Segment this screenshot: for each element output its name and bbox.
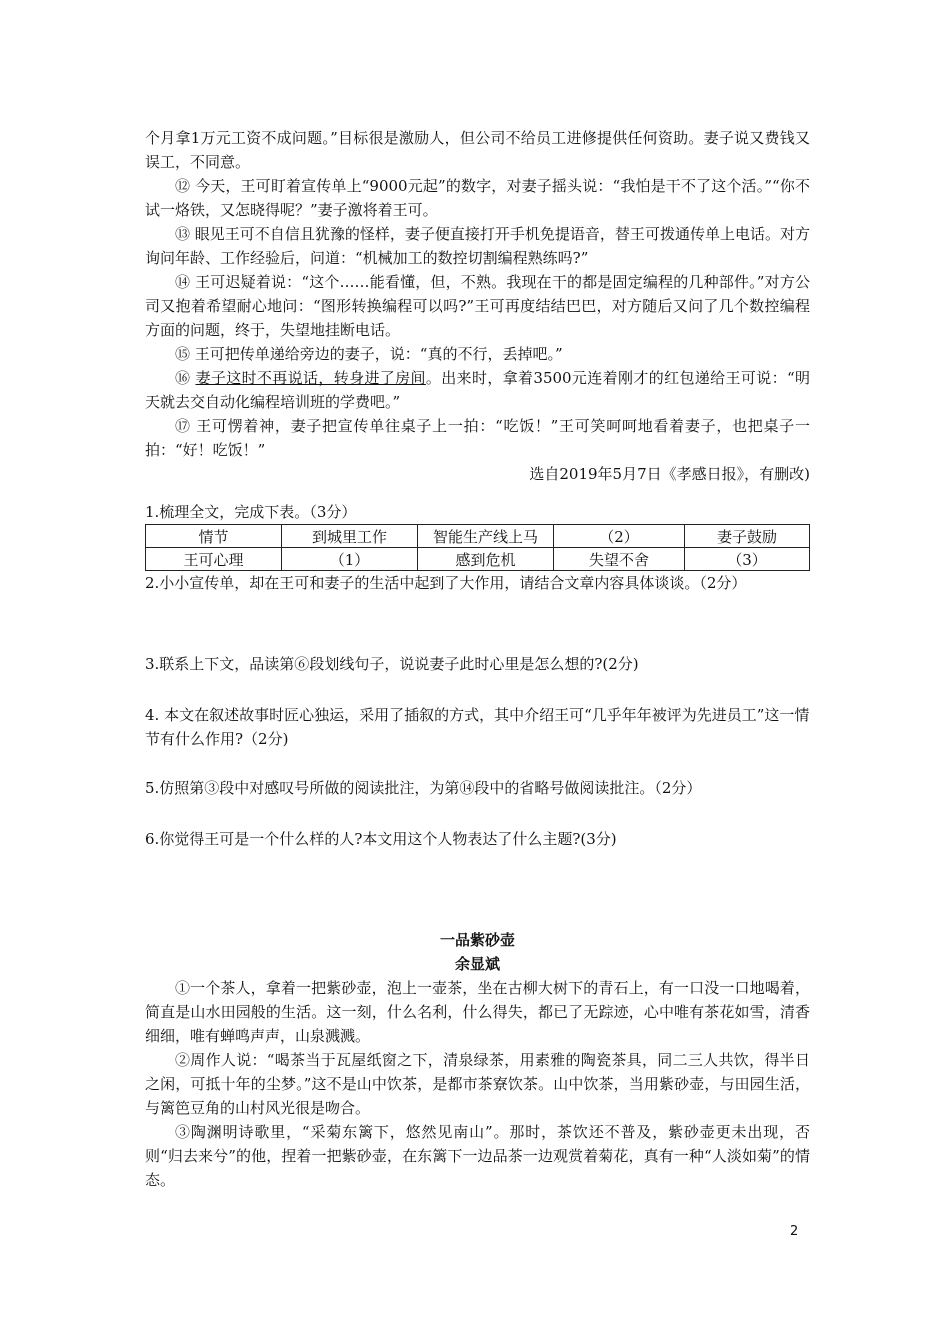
table-cell: 王可心理 [146, 548, 282, 571]
question-2: 2.小小宣传单，却在王可和妻子的生活中起到了大作用，请结合文章内容具体谈谈。（2分） [145, 574, 747, 592]
paragraph-17: ⑰ 王可愣着神，妻子把宣传单往桌子上一拍：“吃饭！”王可笑呵呵地看着妻子，也把桌子一拍：“好！吃饭！” [145, 417, 810, 459]
question-4: 4. 本文在叙述故事时匠心独运，采用了插叙的方式，其中介绍王可“几乎年年被评为先进员工”这一情节有什么作用?（2分) [145, 706, 810, 748]
paragraph-16-rest: 。出来时，拿着3500元连着刚才的红包递给王可说：“明天就去交自动化编程培训班的学费吧。” [145, 369, 810, 411]
table-row [146, 548, 810, 571]
table-row [146, 525, 810, 548]
table-cell: （1） [282, 548, 418, 571]
paragraph-15: ⑮ 王可把传单递给旁边的妻子，说：“真的不行，丢掉吧。” [175, 345, 563, 363]
questions-section [145, 500, 810, 595]
essay-section [145, 928, 810, 1192]
question-1: 1.梳理全文，完成下表。（3分） [145, 503, 357, 521]
table-cell: 感到危机 [418, 548, 554, 571]
essay-paragraph-1: ①一个茶人，拿着一把紫砂壶，泡上一壶茶，坐在古柳大树下的青石上，有一口没一口地喝着，简直是山水田园般的生活。这一刻，什么名利，什么得失，都已了无踪迹，心中唯有茶花如雪，清香细细，唯有蝉鸣声声，山泉溅溅。 [145, 979, 810, 1045]
question-3: 3.联系上下文，品读第⑥段划线句子，说说妻子此时心里是怎么想的?(2分) [145, 655, 639, 673]
table-cell: 到城里工作 [282, 525, 418, 548]
table-cell: （2） [554, 525, 685, 548]
paragraph-12: ⑫ 今天，王可盯着宣传单上“9000元起”的数字，对妻子摇头说：“我怕是干不了这个活。”“你不试一烙铁，又怎晓得呢？”妻子激将着王可。 [145, 177, 810, 219]
essay-paragraph-2: ②周作人说：“喝茶当于瓦屋纸窗之下，清泉绿茶，用素雅的陶瓷茶具，同二三人共饮，得半日之闲，可抵十年的尘梦。”这不是山中饮茶，是都市茶寮饮茶。山中饮茶，当用紫砂壶，与田园生活，与篱笆豆角的山村风光很是吻合。 [145, 1051, 810, 1117]
paragraph-16 [145, 366, 810, 414]
question-6: 6.你觉得王可是一个什么样的人?本文用这个人物表达了什么主题?(3分) [145, 830, 617, 848]
essay-title: 一品紫砂壶 [439, 931, 515, 949]
underlined-sentence: 妻子这时不再说话，转身进了房间 [195, 369, 426, 387]
story-section [145, 126, 810, 486]
table-cell: 失望不舍 [554, 548, 685, 571]
table-cell: （3） [685, 548, 810, 571]
table-cell: 情节 [146, 525, 282, 548]
table-cell: 妻子鼓励 [685, 525, 810, 548]
table-cell: 智能生产线上马 [418, 525, 554, 548]
plot-table [145, 524, 810, 571]
page-number: 2 [790, 1224, 799, 1239]
essay-paragraph-3: ③陶渊明诗歌里，“采菊东篱下，悠然见南山”。那时，茶饮还不普及，紫砂壶更未出现，否则“归去来兮”的他，捏着一把紫砂壶，在东篱下一边品茶一边观赏着菊花，真有一种“人淡如菊”的情态。 [145, 1123, 810, 1189]
essay-author: 余显斌 [454, 955, 500, 973]
question-5: 5.仿照第③段中对感叹号所做的阅读批注，为第⑭段中的省略号做阅读批注。（2分） [145, 779, 702, 797]
paragraph-continued: 个月拿1万元工资不成问题。”目标很是激励人，但公司不给员工进修提供任何资助。妻子说又费钱又误工，不同意。 [145, 129, 810, 171]
paragraph-16-number: ⑯ [175, 369, 196, 387]
source-citation: 选自2019年5月7日《孝感日报》，有删改) [529, 465, 810, 483]
paragraph-13: ⑬ 眼见王可不自信且犹豫的怪样，妻子便直接打开手机免提语音，替王可拨通传单上电话。对方询问年龄、工作经验后，问道：“机械加工的数控切割编程熟练吗?” [145, 225, 810, 267]
paragraph-14: ⑭ 王可迟疑着说：“这个……能看懂，但，不熟。我现在干的都是固定编程的几种部件。”对方公司又抱着希望耐心地问：“图形转换编程可以吗?”王可再度结结巴巴，对方随后又问了几个数控编程方面的问题，终于，失望地挂断电话。 [145, 273, 810, 339]
